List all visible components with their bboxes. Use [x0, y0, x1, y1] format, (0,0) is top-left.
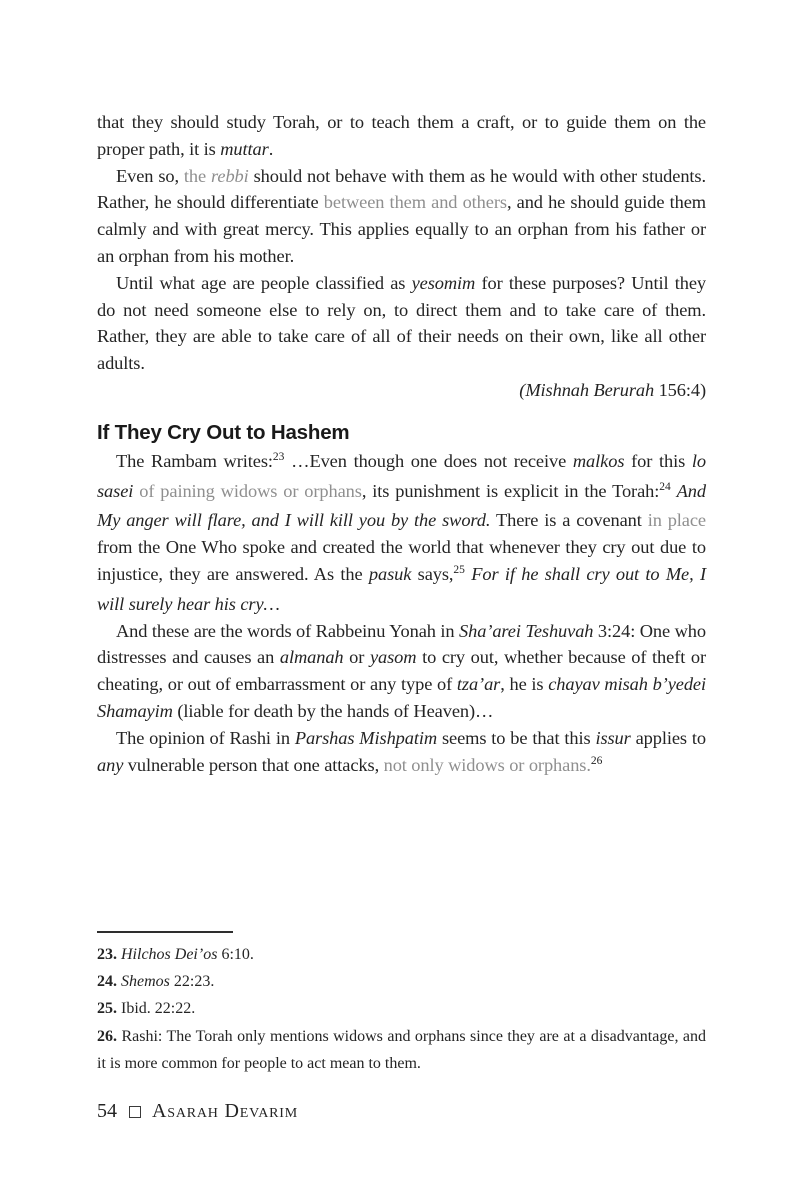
footnote-list [97, 941, 706, 1077]
footnote [97, 941, 706, 968]
text-segment: chayav misah b’yedei Shamayim [97, 674, 706, 721]
text-segment: seems to be that this [437, 727, 596, 748]
text-segment: or [343, 647, 370, 668]
footnote-number: 23. [97, 946, 121, 963]
paragraph [97, 270, 706, 377]
footnote-number: 25. [97, 1000, 121, 1018]
white-square-icon [129, 1106, 141, 1118]
text-segment: for these purposes? Until they do not need someone else to rely on, to direct them and to take care of them. Rather, they are able to take care of all of their needs on their own, like all other adults. [97, 272, 706, 374]
footnote-separator [97, 931, 233, 933]
footnotes-section [97, 922, 706, 1077]
text-segment: Ibid. 22:22. [121, 1000, 196, 1018]
paragraph [97, 618, 706, 725]
text-segment: 6:10. [217, 946, 254, 963]
text-segment: . [268, 138, 274, 159]
text-segment: Hilchos Dei’os [121, 946, 218, 963]
text-segment: , its punishment is explicit in the Torah: [361, 480, 660, 501]
footnote-reference: 26 [590, 755, 603, 768]
footnote-reference: 25 [453, 564, 465, 577]
text-segment: For if he shall cry out to Me, I will surely hear his cry… [97, 563, 706, 614]
text-segment: vulnerable person that one attacks, [123, 754, 384, 775]
footnote [97, 968, 706, 995]
text-segment: The opinion of Rashi in [116, 727, 295, 748]
page-content [97, 109, 706, 781]
paragraph [97, 109, 706, 163]
book-title: Asarah Devarim [152, 1100, 298, 1122]
text-segment: Rashi: The Torah only mentions widows and orphans since they are at a disadvantage, and it is more common for people to act mean to them. [97, 1027, 707, 1072]
text-segment: , and he should guide them calmly and with great mercy. This applies equally to an orphan from his father or an orphan from his mother. [97, 192, 707, 266]
text-segment: any [97, 754, 124, 775]
text-segment: for this [624, 450, 692, 471]
text-segment: says, [411, 563, 454, 584]
paragraph [97, 725, 706, 782]
text-segment: Parshas Mishpatim [294, 727, 438, 748]
text-segment: (liable for death by the hands of Heaven)… [172, 700, 494, 721]
text-segment: Even so, [116, 165, 184, 186]
text-segment: malkos [572, 450, 625, 471]
text-segment: from the One Who spoke and created the world that whenever they cry out due to injustice, they are answered. As the [97, 537, 706, 584]
paragraph [97, 163, 706, 270]
footnote [97, 995, 706, 1022]
text-segment: Until what age are people classified as [116, 272, 412, 293]
text-segment: The Rambam writes: [116, 450, 273, 471]
footnote-number: 24. [97, 973, 121, 991]
text-segment: issur [595, 727, 631, 748]
text-segment: pasuk [368, 563, 412, 584]
text-segment: rebbi [211, 165, 249, 186]
page-footer [97, 1100, 298, 1123]
text-segment: 22:23. [169, 973, 215, 991]
footnote-reference: 24 [659, 481, 671, 494]
text-segment: 156:4) [654, 379, 706, 400]
text-segment: of paining widows or orphans [139, 480, 362, 501]
section-heading: If They Cry Out to Hashem [97, 420, 350, 444]
text-segment: that they should study Torah, or to teach them a craft, or to guide them on the proper path, it is [97, 112, 706, 159]
text-segment: , he is [500, 674, 549, 695]
text-segment: Sha’arei Teshuvah [459, 620, 594, 641]
text-segment: …Even though one does not receive [284, 450, 573, 471]
text-segment: between them and others [323, 192, 507, 213]
paragraph [97, 448, 706, 618]
text-segment: tza’ar [456, 674, 501, 695]
footnote-number: 26. [97, 1027, 122, 1045]
text-segment: Mishnah Berurah [525, 379, 655, 400]
text-segment: And My anger will flare, and I will kill you by the sword. [97, 480, 706, 531]
text-segment: yesomim [411, 272, 476, 293]
text-segment: applies to [630, 727, 706, 748]
text-segment: There is a covenant [490, 510, 648, 531]
text-segment: Shemos [121, 973, 170, 991]
footnote [97, 1023, 706, 1077]
text-segment: yasom [369, 647, 417, 668]
text-segment: to cry out, whether because of theft or cheating, or out of embarrassment or any type of [97, 647, 706, 695]
text-segment: lo sasei [97, 450, 707, 501]
source-attribution [97, 377, 706, 404]
text-segment: the [183, 165, 212, 186]
footnote-reference: 23 [272, 451, 285, 464]
text-segment: And these are the words of Rabbeinu Yonah in [116, 620, 460, 641]
text-segment: 3:24: One who distresses and causes an [97, 620, 706, 668]
page-number: 54 [97, 1100, 117, 1122]
text-segment: ( [519, 379, 526, 400]
text-segment: almanah [279, 647, 344, 668]
text-segment: in place [647, 510, 706, 531]
text-segment: muttar [220, 138, 269, 159]
text-segment: should not behave with them as he would with other students. Rather, he should differentiate [97, 165, 706, 213]
text-segment: not only widows or orphans. [383, 754, 591, 775]
